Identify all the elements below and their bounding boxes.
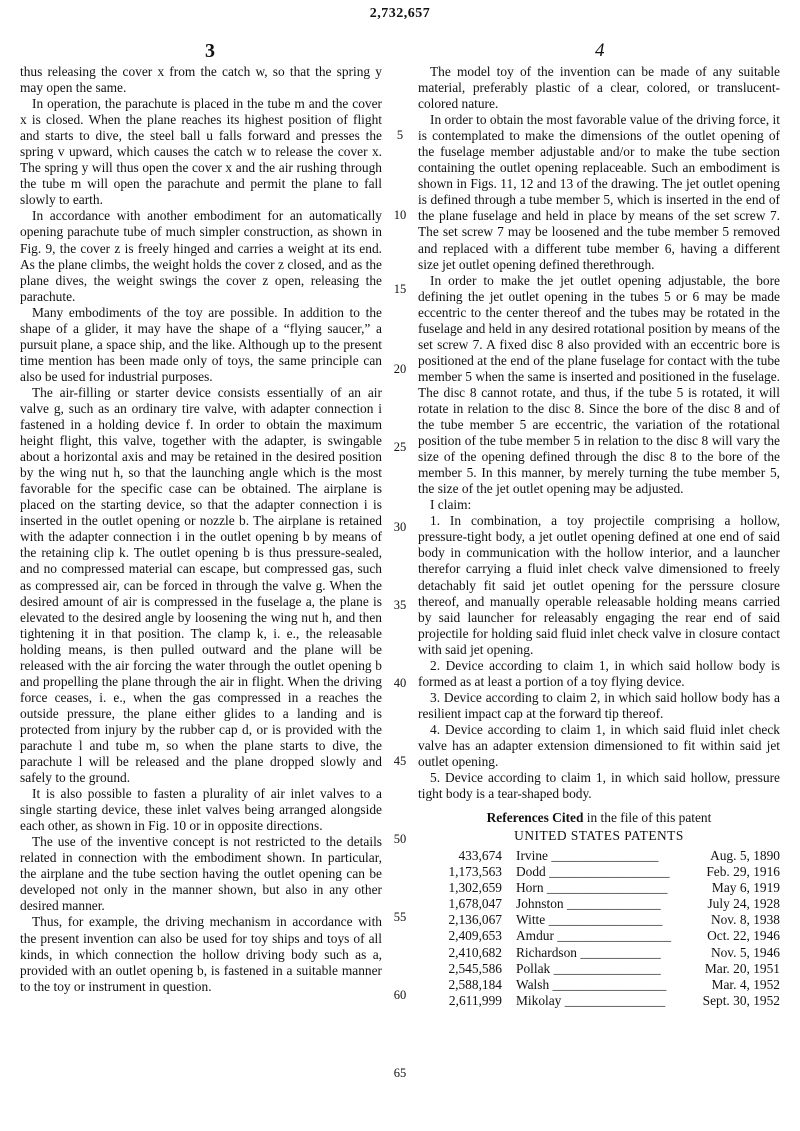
references-title-bold: References Cited [486,810,584,826]
claim: 1. In combination, a toy projectile comprising a hollow, pressure-tight body, a jet outlet opening defined at one end of said body in communication with the hollow interior, and a launcher therefor carrying a fluid inlet check valve dimensioned to freely detachably fit said jet outlet opening for the perssure closure thereof, and manually operable releasable holding means carried by said launcher for releasably engaging the rear end of said projectile for holding said fluid inlet check valve in closure contact with said jet opening. [418,513,780,657]
line-number: 35 [393,598,407,612]
line-number: 10 [393,208,407,222]
line-number: 65 [393,1066,407,1080]
reference-name: Dodd __________________ [516,864,670,880]
reference-row [418,961,780,977]
line-number: 60 [393,988,407,1002]
references-table-body [418,848,780,1008]
reference-name: Pollak ________________ [516,960,661,976]
reference-number: 2,588,184 [448,976,502,992]
claim-intro: I claim: [430,497,472,513]
reference-row [418,928,780,944]
reference-row [418,977,780,993]
reference-row [418,945,780,961]
reference-row [418,880,780,896]
reference-date: Nov. 5, 1946 [710,944,780,960]
paragraph: The air-filling or starter device consists essentially of an air valve g, such as an ordinary tire valve, with adapter connection i fastened in a holding device f. In order to obtain the maximum height flight, this valve, together with the adapter, is swingable about a horizontal axis and may be retained in the desired position by the wing nut h, so that the launching angle which is the most favorable for the specific case can be obtained. The airplane is placed on the starting device, so that the adapter connection i is inserted in the outlet opening or nozzle b. The airplane is retained with the adapter connection i in the outlet opening b by means of the retaining clip k. The outlet opening b is thus pressure-sealed, and no compressed material can escape, but compressed gas, such as compressed air, can be forced in through the valve g. When the desired amount of air is compressed in the fuselage a, the plane is elevated to the desired angle by loosening the wing nut h, and then tightening it in that position. The clamp k, i. e., the releasable holding means, is then pulled outward and the plane will be released with the air forcing the water through the outlet opening b and propelling the plane through the air in flight. When the driving force ceases, i. e., when the gas compressed in a reaches the outside pressure, the plane either glides to a landing and is protected from injury by the rubber cap d, or is provided with the parachute l and tube m, so when the plane starts to dive, the parachute l will be released and the plane dropped slowly and safely to the ground. [20,384,382,786]
reference-row [418,993,780,1009]
reference-date: Mar. 20, 1951 [704,960,780,976]
claim: 3. Device according to claim 2, in which said hollow body has a resilient impact cap at the forward tip thereof. [418,689,780,721]
reference-name: Horn __________________ [516,880,668,896]
line-number: 55 [393,910,407,924]
reference-date: Sept. 30, 1952 [702,992,780,1008]
paragraph: In order to make the jet outlet opening adjustable, the bore defining the jet outlet opening in the tubes 5 or 6 may be made eccentric to the center thereof and the tubes may be rotated in the fuselage and held in any desired rotational position by means of the set screw 7. A fixed disc 8 also provided with an eccentric bore is positioned at the end of the plane fuselage for contact with the tube member 5 when the same is inserted and positioned in the fuselage. The disc 8 cannot rotate, and thus, if the tube 5 is rotated, it will rotate in relation to the disc 8. Since the bore of the disc 8 and of the tube member 5 are eccentric, the variation of the rotational position of the tube member 5 in relation to the disc 8 will vary the size of the opening defined through the disc 8 to the bore of the member 5. In this manner, by merely turning the tube member 5, the size of the jet outlet opening may be adjusted. [418,272,780,497]
reference-number: 2,409,653 [448,928,502,944]
references-table [418,848,780,1008]
reference-row [418,864,780,880]
reference-number: 2,410,682 [448,944,502,960]
line-number: 5 [396,128,404,142]
line-number: 50 [393,832,407,846]
claim: 2. Device according to claim 1, in which said hollow body is formed as at least a portion of a toy flying device. [418,657,780,689]
reference-date: Mar. 4, 1952 [711,976,780,992]
left-column [20,64,382,995]
line-number: 45 [393,754,407,768]
claim: 4. Device according to claim 1, in which said fluid inlet check valve has an adapter extension dimensioned to fit within said jet outlet opening. [418,721,780,770]
reference-name: Witte _________________ [516,912,663,928]
reference-row [418,912,780,928]
reference-name: Walsh _________________ [516,976,667,992]
reference-row [418,848,780,864]
line-number: 30 [393,520,407,534]
paragraph: In order to obtain the most favorable value of the driving force, it is contemplated to make the dimensions of the outlet opening of the fuselage member adjustable and/or to make the tube section containing the outlet opening replaceable. Such an embodiment is shown in Figs. 11, 12 and 13 of the drawing. The jet outlet opening is defined through a tube member 5, which is inserted in the end of the plane fuselage and held in place by means of the set screw 7. The set screw 7 may be loosened and the tube member 5 removed and replaced with a different tube member 6, having a different size jet outlet opening defined therethrough. [418,112,780,272]
paragraph: The model toy of the invention can be made of any suitable material, preferably plastic of a clear, colored, or translucent-colored nature. [418,64,780,112]
left-column-number: 3 [205,40,215,62]
reference-date: Feb. 29, 1916 [706,864,780,880]
claim: 5. Device according to claim 1, in which said hollow, pressure tight body is a tear-shaped body. [418,770,780,802]
line-number: 15 [393,282,407,296]
reference-name: Amdur _________________ [516,928,672,944]
paragraph: The use of the inventive concept is not restricted to the details related in connection with the embodiment shown. In particular, the airplane and the tube section having the outlet opening can be developed not only in the manner shown, but also in any other desired manner. [20,834,382,914]
reference-number: 2,545,586 [448,960,502,976]
line-number: 40 [393,676,407,690]
reference-number: 433,674 [458,848,502,864]
right-column [418,64,780,1009]
reference-name: Richardson ____________ [516,944,661,960]
reference-number: 2,136,067 [448,912,502,928]
paragraph: Many embodiments of the toy are possible. In addition to the shape of a glider, it may have the shape of a “flying saucer,” a pursuit plane, a space ship, and the like. Although up to the present time mention has been made only of toys, the same principle can also be used for industrial purposes. [20,304,382,384]
references-subtitle: UNITED STATES PATENTS [514,828,684,844]
reference-date: May 6, 1919 [711,880,780,896]
reference-date: July 24, 1928 [707,896,780,912]
reference-name: Johnston ______________ [516,896,661,912]
right-column-number: 4 [595,40,605,61]
paragraph: thus releasing the cover x from the catch w, so that the spring y may open the same. [20,64,382,96]
reference-number: 1,173,563 [448,864,502,880]
paragraph: In operation, the parachute is placed in the tube m and the cover x is closed. When the plane reaches its highest position of flight and starts to dive, the steel ball u falls forward and presses the spring v upward, which causes the catch w to release the cover x. The spring y will thus open the cover x and the air rushing through the tube m will open the parachute and permit the plane to fall slowly to earth. [20,96,382,208]
reference-number: 1,302,659 [448,880,502,896]
references-title [418,810,780,826]
paragraph: It is also possible to fasten a plurality of air inlet valves to a single starting device, these inlet valves being arranged alongside each other, as shown in Fig. 10 or in opposite directions. [20,786,382,834]
line-number: 20 [393,362,407,376]
reference-row [418,896,780,912]
paragraph: In accordance with another embodiment for an automatically opening parachute tube of much simpler construction, as shown in Fig. 9, the cover z is freely hinged and carries a weight at its end. As the plane climbs, the weight holds the cover z closed, and as the plane dives, the weight swings the cover z open, releasing the parachute. [20,208,382,304]
line-number: 25 [393,440,407,454]
reference-date: Oct. 22, 1946 [707,928,780,944]
reference-number: 1,678,047 [448,896,502,912]
patent-number: 2,732,657 [369,6,431,21]
references-title-rest: in the file of this patent [583,810,712,826]
reference-number: 2,611,999 [448,992,502,1008]
reference-date: Nov. 8, 1938 [710,912,780,928]
reference-name: Mikolay _______________ [516,992,666,1008]
reference-name: Irvine ________________ [516,848,659,864]
reference-date: Aug. 5, 1890 [710,848,780,864]
paragraph: Thus, for example, the driving mechanism in accordance with the present invention can also be used for toy ships and toys of all kinds, in which connection the hollow driving body such as a, provided with an outlet opening b, is fastened in a suitable manner to the toy or instrument in question. [20,914,382,994]
